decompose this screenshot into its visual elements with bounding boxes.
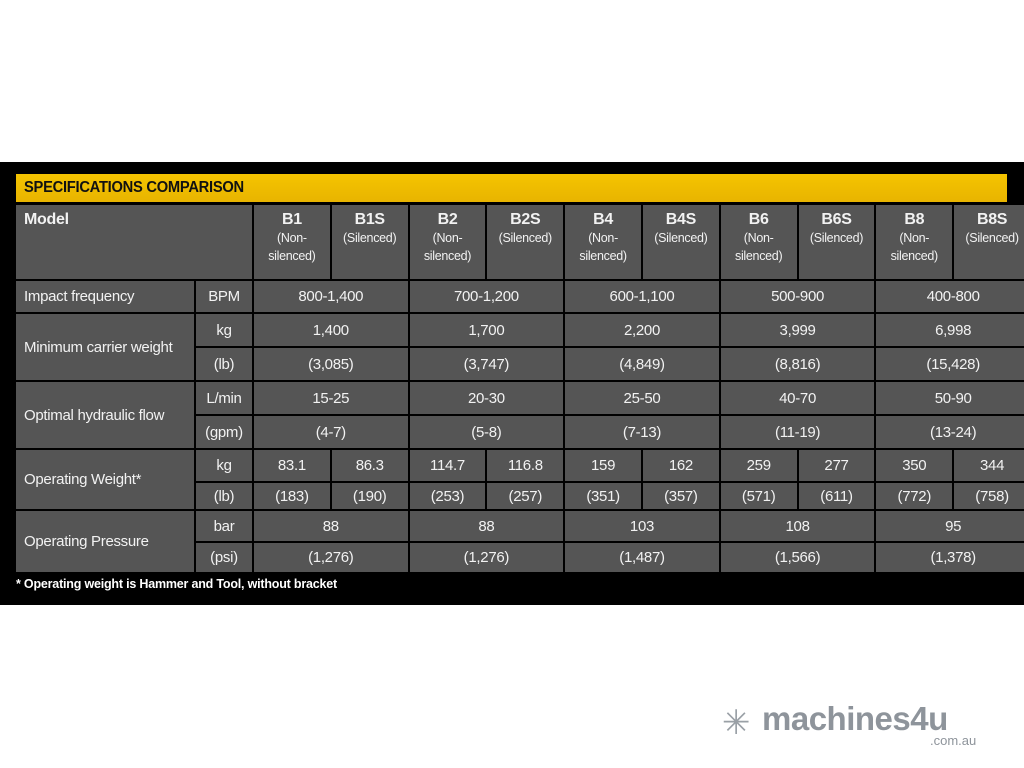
carrier-lb-value: (3,747) bbox=[410, 348, 564, 380]
pressure-bar-value: 95 bbox=[876, 511, 1024, 541]
carrier-kg-value: 1,400 bbox=[254, 314, 408, 346]
machines4u-logo bbox=[722, 700, 992, 750]
logo-wordmark: machines4u bbox=[762, 700, 948, 737]
footnote: * Operating weight is Hammer and Tool, without bracket bbox=[16, 577, 337, 591]
model-name: B8S bbox=[976, 211, 1008, 228]
row-label-flow: Optimal hydraulic flow bbox=[16, 382, 194, 448]
model-header-cell bbox=[721, 205, 797, 279]
impact-value: 600-1,100 bbox=[565, 281, 719, 312]
weight-lb-value: (772) bbox=[876, 483, 952, 509]
spec-title: SPECIFICATIONS COMPARISON bbox=[24, 179, 244, 196]
unit-weight-lb: (lb) bbox=[196, 483, 252, 509]
weight-kg-value: 159 bbox=[565, 450, 641, 481]
model-name: B2 bbox=[437, 211, 458, 228]
unit-flow-lmin: L/min bbox=[196, 382, 252, 414]
weight-kg-value: 116.8 bbox=[487, 450, 563, 481]
weight-lb-value: (571) bbox=[721, 483, 797, 509]
weight-kg-value: 162 bbox=[643, 450, 719, 481]
weight-lb-value: (758) bbox=[954, 483, 1024, 509]
carrier-kg-value: 6,998 bbox=[876, 314, 1024, 346]
weight-kg-value: 350 bbox=[876, 450, 952, 481]
pressure-bar-value: 108 bbox=[721, 511, 875, 541]
model-type: (Silenced) bbox=[809, 231, 864, 245]
impact-value: 800-1,400 bbox=[254, 281, 408, 312]
pressure-bar-value: 103 bbox=[565, 511, 719, 541]
carrier-lb-value: (4,849) bbox=[565, 348, 719, 380]
flow-lmin-value: 20-30 bbox=[410, 382, 564, 414]
model-type: (Silenced) bbox=[654, 231, 708, 245]
weight-lb-value: (257) bbox=[487, 483, 563, 509]
weight-kg-value: 83.1 bbox=[254, 450, 330, 481]
impact-value: 500-900 bbox=[721, 281, 875, 312]
model-header-cell bbox=[876, 205, 952, 279]
model-name: B4S bbox=[665, 211, 696, 228]
weight-kg-value: 277 bbox=[799, 450, 875, 481]
carrier-lb-value: (3,085) bbox=[254, 348, 408, 380]
carrier-kg-value: 2,200 bbox=[565, 314, 719, 346]
flow-gpm-value: (11-19) bbox=[721, 416, 875, 448]
spec-header-bar bbox=[16, 174, 1007, 202]
model-name: B8 bbox=[904, 211, 925, 228]
model-type: (Non-silenced) bbox=[268, 231, 316, 263]
model-type: (Silenced) bbox=[343, 231, 397, 245]
row-label-impact: Impact frequency bbox=[16, 281, 194, 312]
model-header: Model bbox=[16, 205, 252, 279]
weight-kg-value: 114.7 bbox=[410, 450, 486, 481]
pressure-psi-value: (1,378) bbox=[876, 543, 1024, 572]
weight-lb-value: (253) bbox=[410, 483, 486, 509]
model-header-cell bbox=[254, 205, 330, 279]
model-name: B4 bbox=[593, 211, 614, 228]
model-header-cell bbox=[954, 205, 1024, 279]
weight-lb-value: (611) bbox=[799, 483, 875, 509]
pressure-bar-value: 88 bbox=[410, 511, 564, 541]
weight-lb-value: (351) bbox=[565, 483, 641, 509]
spec-panel bbox=[0, 162, 1024, 605]
unit-impact: BPM bbox=[196, 281, 252, 312]
weight-lb-value: (183) bbox=[254, 483, 330, 509]
carrier-kg-value: 3,999 bbox=[721, 314, 875, 346]
snowflake-icon: ✳ bbox=[722, 704, 751, 742]
flow-gpm-value: (13-24) bbox=[876, 416, 1024, 448]
flow-lmin-value: 40-70 bbox=[721, 382, 875, 414]
pressure-psi-value: (1,276) bbox=[410, 543, 564, 572]
row-label-pressure: Operating Pressure bbox=[16, 511, 194, 572]
carrier-lb-value: (8,816) bbox=[721, 348, 875, 380]
unit-pressure-psi: (psi) bbox=[196, 543, 252, 572]
impact-value: 400-800 bbox=[876, 281, 1024, 312]
row-label-weight: Operating Weight* bbox=[16, 450, 194, 509]
model-type: (Silenced) bbox=[498, 231, 552, 245]
model-name: B1 bbox=[281, 211, 302, 228]
model-header-cell bbox=[565, 205, 641, 279]
unit-carrier-lb: (lb) bbox=[196, 348, 252, 380]
flow-gpm-value: (7-13) bbox=[565, 416, 719, 448]
model-header-cell bbox=[643, 205, 719, 279]
model-name: B6S bbox=[821, 211, 852, 228]
unit-weight-kg: kg bbox=[196, 450, 252, 481]
model-type: (Non-silenced) bbox=[890, 231, 938, 263]
model-name: B2S bbox=[510, 211, 541, 228]
weight-lb-value: (357) bbox=[643, 483, 719, 509]
weight-kg-value: 86.3 bbox=[332, 450, 408, 481]
weight-kg-value: 344 bbox=[954, 450, 1024, 481]
flow-lmin-value: 50-90 bbox=[876, 382, 1024, 414]
model-header-cell bbox=[799, 205, 875, 279]
model-type: (Non-silenced) bbox=[735, 231, 783, 263]
spec-table bbox=[16, 205, 1019, 572]
unit-carrier-kg: kg bbox=[196, 314, 252, 346]
pressure-bar-value: 88 bbox=[254, 511, 408, 541]
unit-flow-gpm: (gpm) bbox=[196, 416, 252, 448]
model-header-cell bbox=[410, 205, 486, 279]
weight-kg-value: 259 bbox=[721, 450, 797, 481]
model-type: (Non-silenced) bbox=[579, 231, 627, 263]
model-name: B6 bbox=[748, 211, 769, 228]
weight-lb-value: (190) bbox=[332, 483, 408, 509]
flow-lmin-value: 15-25 bbox=[254, 382, 408, 414]
carrier-lb-value: (15,428) bbox=[876, 348, 1024, 380]
model-header-cell bbox=[487, 205, 563, 279]
flow-gpm-value: (4-7) bbox=[254, 416, 408, 448]
unit-pressure-bar: bar bbox=[196, 511, 252, 541]
pressure-psi-value: (1,487) bbox=[565, 543, 719, 572]
logo-domain: .com.au bbox=[930, 733, 977, 748]
model-header-cell bbox=[332, 205, 408, 279]
flow-lmin-value: 25-50 bbox=[565, 382, 719, 414]
model-type: (Silenced) bbox=[965, 231, 1019, 245]
row-label-carrier: Minimum carrier weight bbox=[16, 314, 194, 380]
pressure-psi-value: (1,276) bbox=[254, 543, 408, 572]
model-type: (Non-silenced) bbox=[423, 231, 472, 263]
model-name: B1S bbox=[354, 211, 385, 228]
flow-gpm-value: (5-8) bbox=[410, 416, 564, 448]
impact-value: 700-1,200 bbox=[410, 281, 564, 312]
pressure-psi-value: (1,566) bbox=[721, 543, 875, 572]
carrier-kg-value: 1,700 bbox=[410, 314, 564, 346]
